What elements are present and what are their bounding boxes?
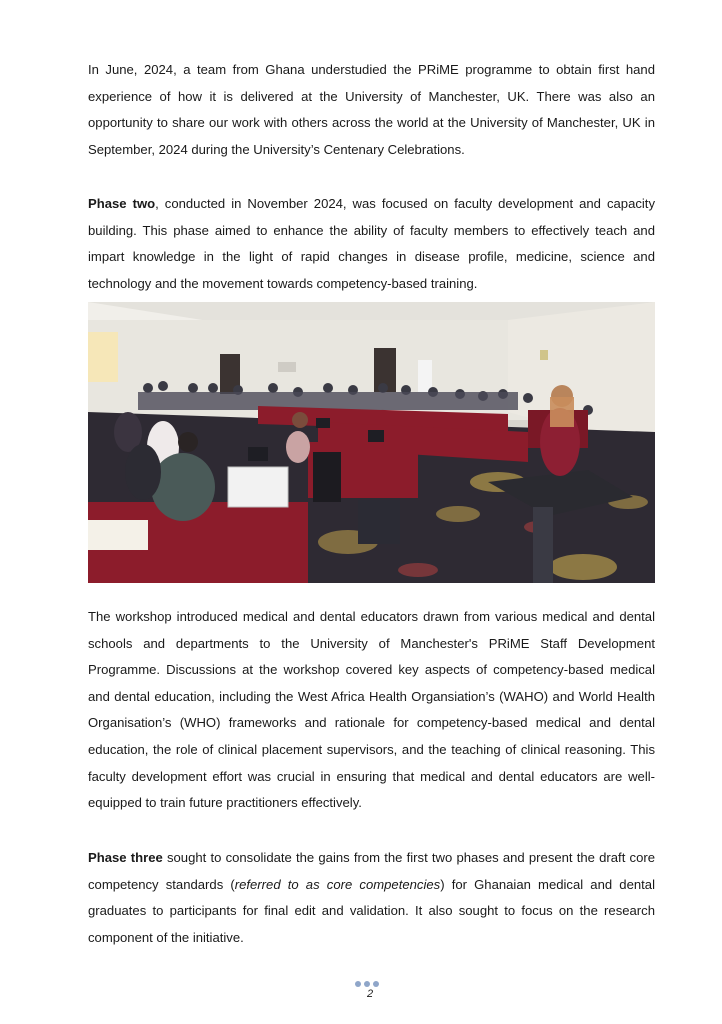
paragraph-prime-visit [88, 57, 655, 163]
paragraph-text: The workshop introduced medical and dental educators drawn from various medical and dental schools and departments to the University of Manchester's PRiME Staff Development Programme. Discussions at the workshop covered key aspects of competency-based medical and dental education, including the West Africa Health Organsiation’s (WAHO) and World Health Organisation’s (WHO) frameworks and rationale for competency-based medical and dental education, the role of clinical placement supervisors, and the teaching of clinical reasoning. This faculty development effort was crucial in ensuring that medical and dental educators are well-equipped to train future practitioners effectively. [88, 609, 655, 811]
italic-term: referred to as core competencies [234, 876, 441, 892]
footer-dot [364, 981, 370, 987]
page-number: 2 [366, 988, 374, 1000]
paragraph-text: , conducted in November 2024, was focused on faculty development and capacity building. This phase aimed to enhance the ability of faculty members to effectively teach and impart knowledge in the light of rapid changes in disease profile, medicine, science and technology and the movement towards competency-based training. [88, 196, 655, 291]
paragraph-workshop [88, 604, 655, 817]
workshop-photo [88, 302, 655, 583]
paragraph-text: ) for Ghanaian medical and dental graduates to participants for final edit and validation. It also sought to focus on the research component of the initiative. [88, 876, 655, 945]
footer-dot [355, 981, 361, 987]
paragraph-phase-three [88, 845, 655, 951]
paragraph-phase-two [88, 191, 655, 297]
paragraph-text: In June, 2024, a team from Ghana understudied the PRiME programme to obtain first hand experience of how it is delivered at the University of Manchester, UK. There was also an opportunity to share our work with others across the world at the University of Manchester, UK in September, 2024 during the University’s Centenary Celebrations. [88, 62, 655, 157]
phase-two-heading: Phase two [88, 196, 156, 211]
phase-three-heading: Phase three [88, 850, 163, 865]
footer-dot [373, 981, 379, 987]
paragraph-text: sought to consolidate the gains from the first two phases and present the draft core competency standards ( [88, 850, 655, 892]
